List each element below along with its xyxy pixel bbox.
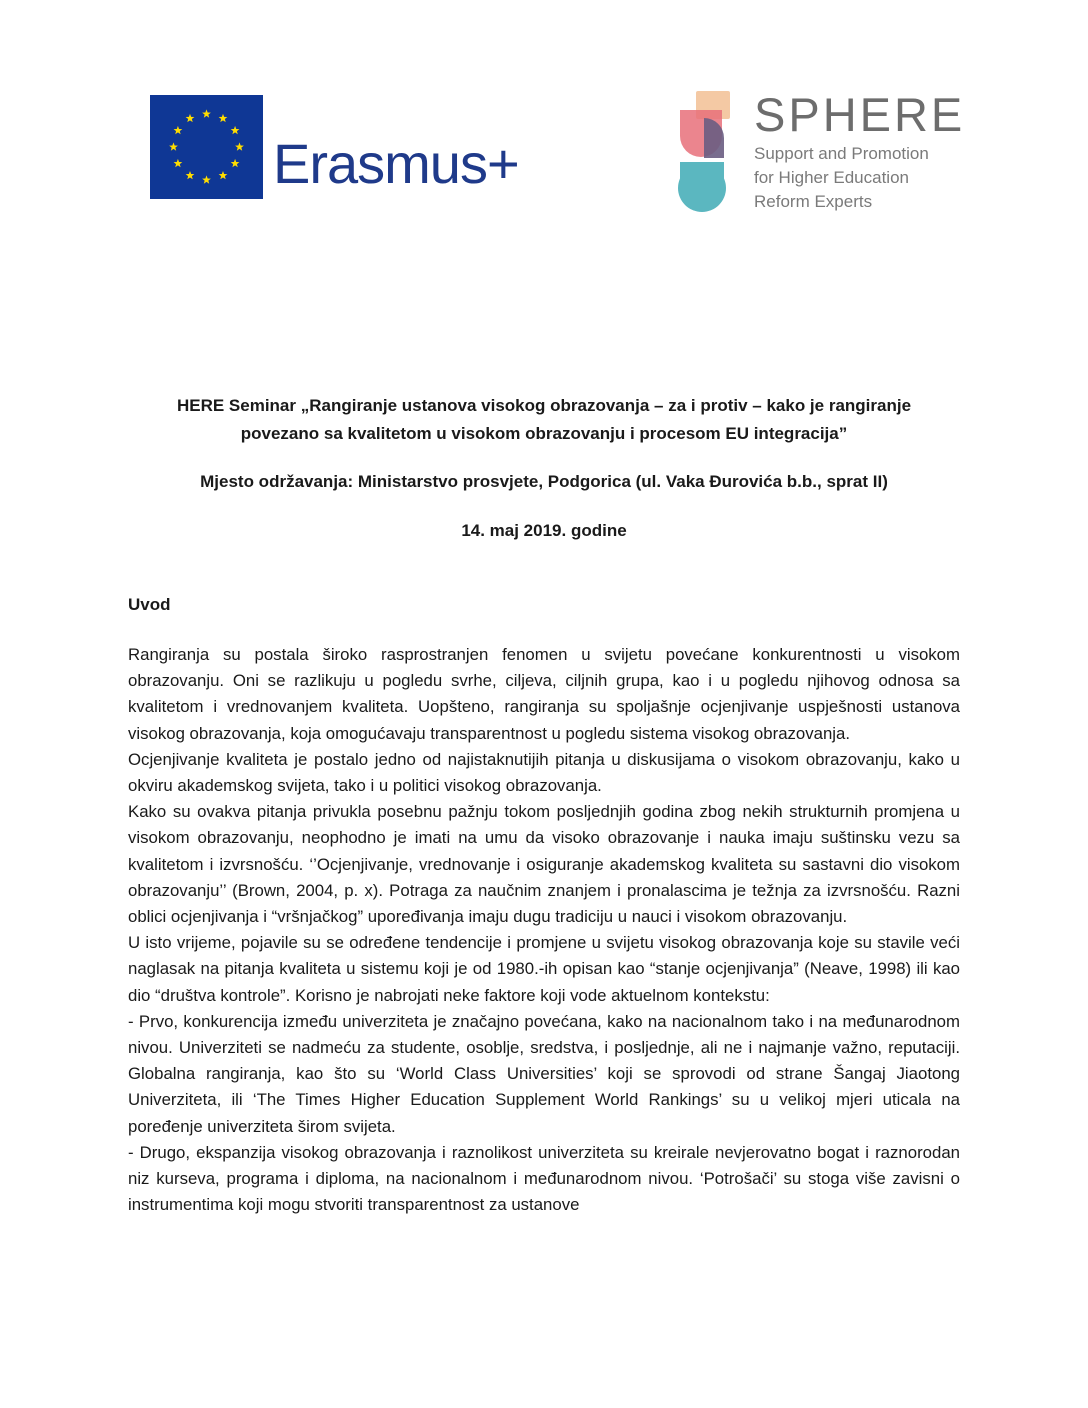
paragraph: Ocjenjivanje kvaliteta je postalo jedno od najistaknutijih pitanja u diskusijama o visokom obrazovanju, kako u okviru akademskog svijeta, tako i u politici visokog obrazovanja. [128, 749, 960, 796]
eu-star-icon [174, 126, 183, 134]
sphere-tagline-line: Reform Experts [754, 192, 873, 211]
sphere-mark-icon [678, 88, 748, 216]
eu-star-icon [231, 126, 240, 134]
eu-star-icon [235, 142, 244, 150]
erasmus-plus-logo [150, 95, 525, 199]
date-line: 14. maj 2019. godine [461, 521, 627, 540]
section-heading: Uvod [128, 595, 171, 614]
seminar-title-line-1: HERE Seminar „Rangiranje ustanova visokog obrazovanja – za i protiv – kako je rangiranje [176, 396, 912, 415]
eu-star-icon [231, 159, 240, 167]
paragraph: - Drugo, ekspanzija visokog obrazovanja i raznolikost univerziteta su kreirale nevjerovatno bogat i raznorodan niz kurseva, programa i diploma, na nacionalnom i međunarodnom nivou. ‘Potrošači’ su stoga više zavisni o instrumentima koji mogu stvoriti transparentnost za ustanove [128, 1142, 960, 1215]
sphere-tagline-line: Support and Promotion [754, 144, 929, 163]
venue-line: Mjesto održavanja: Ministarstvo prosvjete, Podgorica (ul. Vaka Đurovića b.b., sprat II) [200, 472, 888, 491]
eu-star-icon [202, 109, 211, 117]
paragraph: Rangiranja su postala široko rasprostranjen fenomen u svijetu povećane konkurentnosti u visokom obrazovanju. Oni se razlikuju u pogledu svrhe, ciljeva, ciljnih grupa, kao i u pogledu njihovog odnosa sa kvalitetom i vrednovanjem kvaliteta. Uopšteno, rangiranja su spoljašnje ocjenjivanje uspješnosti ustanova visokog obrazovanja, koja omogućavaju transparentnost u pogledu sistema visokog obrazovanja. [128, 645, 960, 743]
seminar-title-line-2: povezano sa kvalitetom u visokom obrazovanju i procesom EU integracija” [240, 424, 848, 443]
sphere-tagline-line: for Higher Education [754, 168, 909, 187]
eu-star-icon [186, 171, 195, 179]
sphere-wordmark: SPHERE [754, 88, 966, 141]
sphere-logo [678, 88, 966, 216]
eu-star-icon [174, 159, 183, 167]
eu-star-icon [169, 142, 178, 150]
sphere-tagline [754, 142, 929, 214]
body-text [128, 642, 960, 1218]
eu-flag [150, 95, 263, 199]
eu-stars [150, 95, 263, 199]
erasmus-wordmark: Erasmus+ [273, 132, 519, 195]
paragraph: Kako su ovakva pitanja privukla posebnu pažnju tokom posljednjih godina zbog nekih strukturnih promjena u visokom obrazovanju, neophodno je imati na umu da visoko obrazovanje i nauka imaju suštinsku vezu sa kvalitetom i izvrsnošću. ‘’Ocjenjivanje, vrednovanje i osiguranje akademskog kvaliteta su sastavni dio visokom obrazovanju’’ (Brown, 2004, p. x). Potraga za naučnim znanjem i pronalascima je težnja za izvrsnošću. Razni oblici ocjenjivanja i “vršnjačkog” upoređivanja imaju dugu tradiciju u nauci i visokom obrazovanju. [128, 802, 960, 927]
eu-star-icon [202, 175, 211, 183]
paragraph: U isto vrijeme, pojavile su se određene tendencije i promjene u svijetu visokog obrazovanja koje su stavile veći naglasak na pitanja kvaliteta u sistemu koji je od 1980.-ih opisan kao “stanje ocjenjivanja” (Neave, 1998) ili kao dio “društva kontrole”. Korisno je nabrojati neke faktore koji vode aktuelnom kontekstu: [128, 933, 960, 1005]
eu-star-icon [219, 114, 228, 122]
paragraph: - Prvo, konkurencija između univerziteta je značajno povećana, kako na nacionalnom tako i na međunarodnom nivou. Univerziteti se nadmeću za studente, osoblje, sredstva, i posljednje, ali ne i najmanje važno, reputaciji. Globalna rangiranja, kao što su ‘World Class Universities’ koji se sprovodi od strane Šangaj Jiaotong Univerziteta, ili ‘The Times Higher Education Supplement World Rankings’ su u velikoj mjeri uticala na poređenje univerziteta širom svijeta. [128, 1011, 960, 1136]
eu-star-icon [186, 114, 195, 122]
eu-star-icon [219, 171, 228, 179]
